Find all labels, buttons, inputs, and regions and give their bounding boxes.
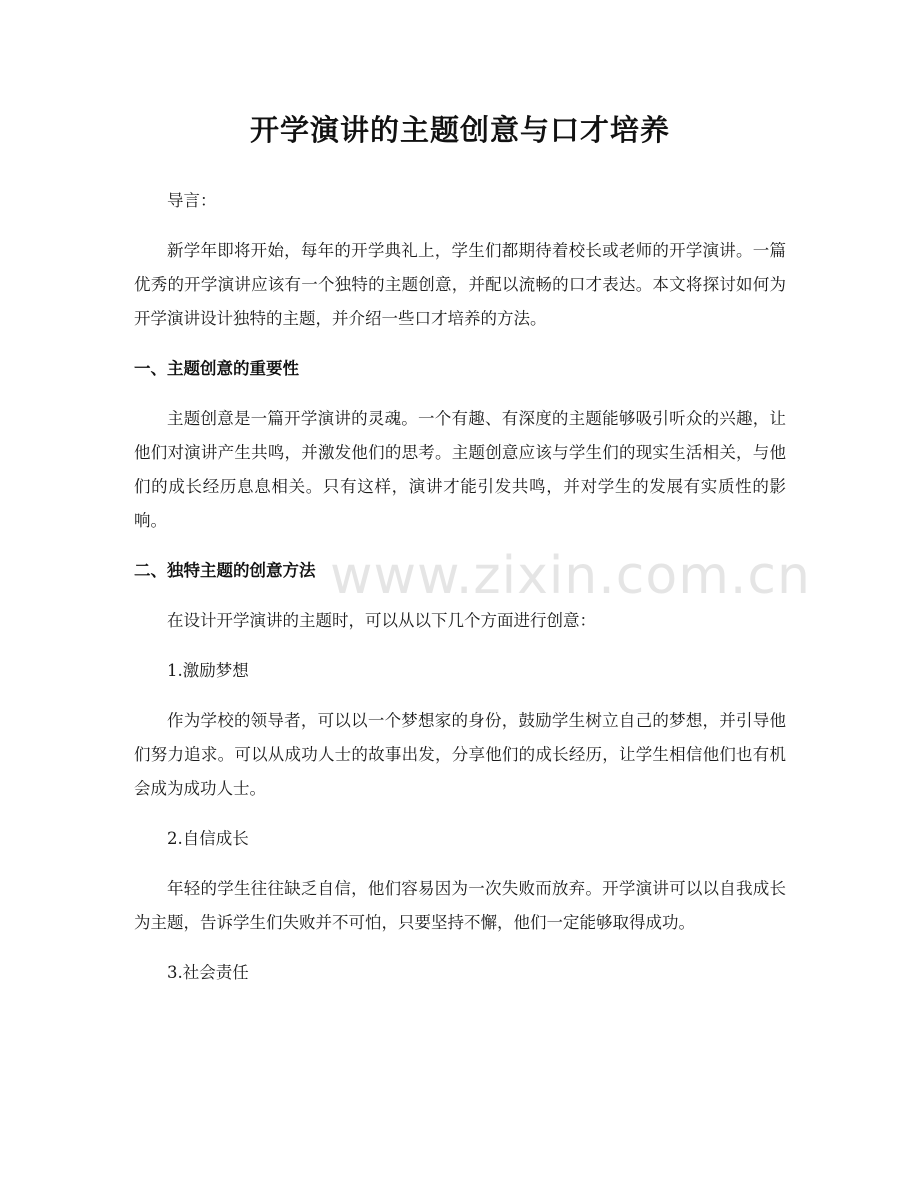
document-title: 开学演讲的主题创意与口才培养 [249,113,670,147]
item-2-label: 2.自信成长 [167,829,249,848]
section-2-heading: 二、独特主题的创意方法 [134,561,316,580]
section-2-intro: 在设计开学演讲的主题时，可以从以下几个方面进行创意： [167,611,596,630]
section-1-heading: 一、主题创意的重要性 [134,359,299,378]
intro-label: 导言： [167,191,217,210]
item-1-paragraph: 作为学校的领导者，可以以一个梦想家的身份，鼓励学生树立自己的梦想，并引导他们努力追求。可以从成功人士的故事出发，分享他们的成长经历，让学生相信他们也有机会成为成功人士。 [134,711,786,798]
item-2-paragraph: 年轻的学生往往缺乏自信，他们容易因为一次失败而放弃。开学演讲可以以自我成长为主题，告诉学生们失败并不可怕，只要坚持不懈，他们一定能够取得成功。 [134,879,786,932]
watermark: www.zixin.com.cn [330,546,811,606]
intro-paragraph: 新学年即将开始，每年的开学典礼上，学生们都期待着校长或老师的开学演讲。一篇优秀的开学演讲应该有一个独特的主题创意，并配以流畅的口才表达。本文将探讨如何为开学演讲设计独特的主题，并介绍一些口才培养的方法。 [134,241,786,328]
document-body [134,184,786,990]
section-1-paragraph: 主题创意是一篇开学演讲的灵魂。一个有趣、有深度的主题能够吸引听众的兴趣，让他们对演讲产生共鸣，并激发他们的思考。主题创意应该与学生们的现实生活相关，与他们的成长经历息息相关。只有这样，演讲才能引发共鸣，并对学生的发展有实质性的影响。 [134,409,786,530]
item-3-label: 3.社会责任 [167,963,249,982]
item-1-label: 1.激励梦想 [167,661,249,680]
